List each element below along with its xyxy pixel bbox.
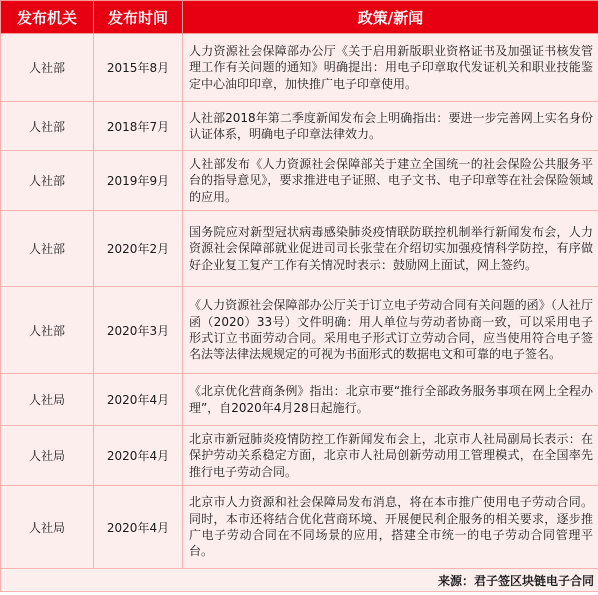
table-row <box>1 426 598 486</box>
header-row <box>1 1 598 34</box>
table-row <box>1 211 598 287</box>
header-policy: 政策/新闻 <box>183 1 598 34</box>
date-cell: 2020年4月 <box>94 486 183 569</box>
policy-cell: 《人力资源社会保障部办公厅关于订立电子劳动合同有关问题的函》（人社厅函（2020）33号）文件明确：用人单位与劳动者协商一致，可以采用电子形式订立书面劳动合同。采用电子形式订立劳动合同，应当使用符合电子签名法等法律法规规定的可视为书面形式的数据电文和可靠的电子签名。 <box>183 287 598 374</box>
agency-cell: 人社部 <box>1 211 94 287</box>
table-row <box>1 151 598 211</box>
table-row <box>1 34 598 102</box>
agency-cell: 人社部 <box>1 151 94 211</box>
table-row <box>1 486 598 569</box>
header-agency: 发布机关 <box>1 1 94 34</box>
policy-cell: 国务院应对新型冠状病毒感染肺炎疫情联防联控机制举行新闻发布会，人力资源社会保障部就业促进司司长张莹在介绍切实加强疫情科学防控，有序做好企业复工复产工作有关情况时表示：鼓励网上面试，网上签约。 <box>183 211 598 287</box>
header-date: 发布时间 <box>94 1 183 34</box>
agency-cell: 人社局 <box>1 426 94 486</box>
policy-cell: 《北京优化营商条例》指出：北京市要“推行全部政务服务事项在网上全程办理”，自2020年4月28日起施行。 <box>183 374 598 426</box>
agency-cell: 人社局 <box>1 486 94 569</box>
date-cell: 2018年7月 <box>94 102 183 151</box>
table-row <box>1 287 598 374</box>
source-note: 来源：君子签区块链电子合同 <box>1 569 598 592</box>
policy-cell: 人社部2018年第二季度新闻发布会上明确指出：要进一步完善网上实名身份认证体系，明确电子印章法律效力。 <box>183 102 598 151</box>
table-row <box>1 374 598 426</box>
date-cell: 2020年4月 <box>94 374 183 426</box>
agency-cell: 人社部 <box>1 34 94 102</box>
date-cell: 2020年4月 <box>94 426 183 486</box>
policy-cell: 人力资源社会保障部办公厅《关于启用新版职业资格证书及加强证书核发管理工作有关问题的通知》明确提出：用电子印章取代发证机关和职业技能鉴定中心油印印章，加快推广电子印章使用。 <box>183 34 598 102</box>
policy-cell: 人社部发布《人力资源社会保障部关于建立全国统一的社会保险公共服务平台的指导意见》，要求推进电子证照、电子文书、电子印章等在社会保险领域的应用。 <box>183 151 598 211</box>
date-cell: 2020年3月 <box>94 287 183 374</box>
policy-cell: 北京市新冠肺炎疫情防控工作新闻发布会上，北京市人社局副局长表示：在保护劳动关系稳定方面，北京市人社局创新劳动用工管理模式，在全国率先推行电子劳动合同。 <box>183 426 598 486</box>
date-cell: 2015年8月 <box>94 34 183 102</box>
date-cell: 2019年9月 <box>94 151 183 211</box>
agency-cell: 人社局 <box>1 374 94 426</box>
agency-cell: 人社部 <box>1 102 94 151</box>
date-cell: 2020年2月 <box>94 211 183 287</box>
agency-cell: 人社部 <box>1 287 94 374</box>
policy-cell: 北京市人力资源和社会保障局发布消息，将在本市推广使用电子劳动合同。同时，本市还将结合优化营商环境、开展便民利企服务的相关要求，逐步推广电子劳动合同在不同场景的应用，搭建全市统一的电子劳动合同管理平台。 <box>183 486 598 569</box>
table-row <box>1 102 598 151</box>
source-row <box>1 569 598 592</box>
